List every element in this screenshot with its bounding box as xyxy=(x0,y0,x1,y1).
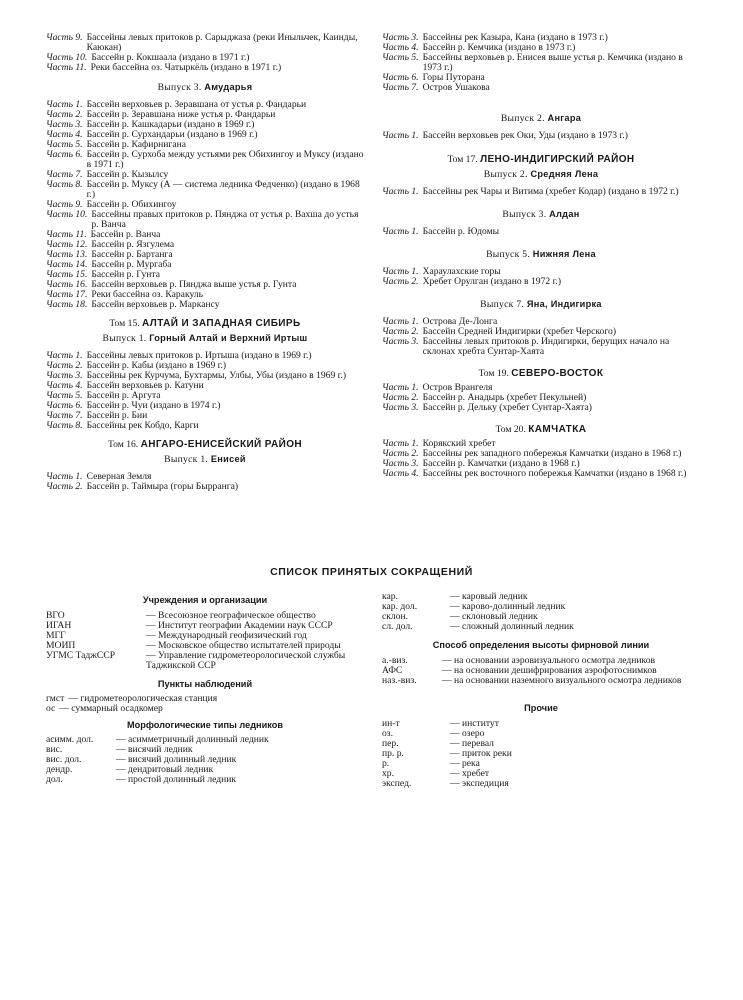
part-text: Бассейн р. Зеравшана ниже устья р. Фандарьи xyxy=(86,109,276,120)
abbr-list xyxy=(46,694,364,714)
abbreviation-definition: — приток реки xyxy=(450,748,512,759)
subheading: Морфологические типы ледников xyxy=(126,720,283,730)
abbreviation-definition: — Институт географии Академии наук СССР xyxy=(146,620,333,631)
part-label: Часть 3. xyxy=(46,370,83,381)
part-text: Бассейны верховьев р. Енисея выше устья р. Кемчика (издано в 1973 г.) xyxy=(422,52,683,73)
abbreviation-key: МГГ xyxy=(46,630,66,641)
abbreviation-row xyxy=(382,729,700,739)
part-label: Часть 2. xyxy=(46,360,83,371)
section-heading: Выпуск 1. Енисей xyxy=(164,454,246,465)
part-text: Бассейн р. Кашкадарьи (издано в 1969 г.) xyxy=(86,119,255,130)
part-entry xyxy=(46,63,364,73)
abbreviation-definition: — хребет xyxy=(450,768,490,779)
part-label: Часть 1. xyxy=(382,186,419,197)
abbreviation-definition: — на основании дешифрирования аэрофотоснимков xyxy=(442,665,657,676)
part-entry xyxy=(382,131,700,141)
part-text: Остров Ушакова xyxy=(422,82,490,93)
part-label: Часть 1. xyxy=(46,99,83,110)
abbreviation-definition: — Московское общество испытателей природы xyxy=(146,640,341,651)
part-text: Бассейны рек западного побережья Камчатки (издано в 1968 г.) xyxy=(422,448,682,459)
part-entry xyxy=(46,300,364,310)
part-entry xyxy=(382,227,700,237)
abbreviation-key: пр. р. xyxy=(382,748,404,759)
abbreviation-key: ос xyxy=(46,703,56,714)
part-label: Часть 1. xyxy=(382,226,419,237)
part-label: Часть 1. xyxy=(382,382,419,393)
part-text: Бассейн р. Обихингоу xyxy=(86,199,177,210)
part-text: Горы Путорана xyxy=(422,72,485,83)
part-text: Реки бассейна оз. Чатыркёль (издано в 1971 г.) xyxy=(90,62,282,73)
abbr-list xyxy=(382,592,700,632)
abbreviation-row xyxy=(382,769,700,779)
part-text: Бассейн р. Анадырь (хребет Пекульней) xyxy=(422,392,587,403)
part-text: Бассейн р. Мургаба xyxy=(91,259,172,270)
part-label: Часть 10. xyxy=(46,209,88,220)
subheading: Учреждения и организации xyxy=(142,595,268,605)
part-label: Часть 4. xyxy=(382,42,419,53)
part-text: Бассейн верховьев р. Зеравшана от устья р. Фандарьи xyxy=(86,99,307,110)
volume-heading: Том 19. СЕВЕРО-ВОСТОК xyxy=(478,368,604,379)
part-text: Бассейн р. Камчатки (издано в 1968 г.) xyxy=(422,458,580,469)
part-label: Часть 5. xyxy=(46,390,83,401)
parts-list xyxy=(382,187,700,197)
abbreviation-key: наз.-виз. xyxy=(382,675,417,686)
part-text: Бассейн верховьев р. Маркансу xyxy=(91,299,220,310)
abbreviation-key: ин-т xyxy=(382,718,400,729)
part-label: Часть 11. xyxy=(46,229,87,240)
abbreviation-definition: — институт xyxy=(450,718,499,729)
part-text: Бассейн р. Муксу (А — система ледника Федченко) (издано в 1968 г.) xyxy=(86,179,360,200)
part-text: Бассейны левых притоков р. Индигирки, берущих начало на склонах хребта Сунтар-Хаята xyxy=(422,336,670,357)
part-label: Часть 18. xyxy=(46,299,88,310)
part-label: Часть 9. xyxy=(46,199,83,210)
part-label: Часть 9. xyxy=(46,32,83,43)
parts-list xyxy=(382,131,700,141)
abbreviation-row xyxy=(382,602,700,612)
abbr-list xyxy=(46,735,364,785)
part-label: Часть 3. xyxy=(382,402,419,413)
part-label: Часть 2. xyxy=(382,392,419,403)
part-label: Часть 4. xyxy=(46,380,83,391)
abbr-list xyxy=(46,611,364,671)
abbreviation-key: а.-виз. xyxy=(382,655,408,666)
part-entry xyxy=(46,33,364,53)
part-label: Часть 2. xyxy=(382,448,419,459)
part-label: Часть 7. xyxy=(46,169,83,180)
abbreviation-row xyxy=(46,704,364,714)
part-text: Бассейн р. Кокшаала (издано в 1971 г.) xyxy=(91,52,250,63)
abbreviation-key: вис. дол. xyxy=(46,754,82,765)
abbreviation-definition: — Управление гидрометеорологической службы Таджикской ССР xyxy=(146,650,346,671)
part-entry xyxy=(382,277,700,287)
part-text: Хараулахские горы xyxy=(422,266,501,277)
abbreviation-definition: — озеро xyxy=(450,728,485,739)
part-label: Часть 6. xyxy=(46,149,83,160)
abbreviation-key: асимм. дол. xyxy=(46,734,94,745)
volume-heading: Том 15. АЛТАЙ И ЗАПАДНАЯ СИБИРЬ xyxy=(109,318,301,329)
part-text: Реки бассейна оз. Каракуль xyxy=(91,289,204,300)
part-label: Часть 8. xyxy=(46,179,83,190)
part-entry xyxy=(46,210,364,230)
part-label: Часть 2. xyxy=(46,481,83,492)
abbreviation-definition: — сложный долинный ледник xyxy=(450,621,574,632)
part-text: Бассейн р. Кемчика (издано в 1973 г.) xyxy=(422,42,576,53)
part-label: Часть 4. xyxy=(46,129,83,140)
parts-list xyxy=(46,33,364,73)
part-label: Часть 11. xyxy=(46,62,87,73)
part-text: Остров Врангеля xyxy=(422,382,493,393)
parts-list xyxy=(382,33,700,93)
abbr-list xyxy=(382,656,700,686)
part-entry xyxy=(46,421,364,431)
part-text: Хребет Орулган (издано в 1972 г.) xyxy=(422,276,562,287)
abbreviation-definition: — суммарный осадкомер xyxy=(59,703,163,714)
part-text: Бассейн р. Кабы (издано в 1969 г.) xyxy=(86,360,227,371)
abbreviation-key: дол. xyxy=(46,774,63,785)
part-entry xyxy=(382,187,700,197)
part-label: Часть 16. xyxy=(46,279,88,290)
volume-heading: Том 20. КАМЧАТКА xyxy=(495,424,587,435)
part-text: Бассейн р. Ванча xyxy=(90,229,161,240)
part-entry xyxy=(46,482,364,492)
abbreviation-key: АФС xyxy=(382,665,403,676)
part-label: Часть 4. xyxy=(382,468,419,479)
part-text: Бассейн р. Бартанга xyxy=(91,249,173,260)
part-text: Бассейны правых притоков р. Пянджа от устья р. Вахша до устья р. Ванча xyxy=(91,209,359,230)
abbreviation-key: оз. xyxy=(382,728,393,739)
part-label: Часть 3. xyxy=(382,458,419,469)
abbreviation-definition: — висячий долинный ледник xyxy=(116,754,237,765)
right-column xyxy=(382,33,700,479)
abbreviation-key: экспед. xyxy=(382,778,412,789)
part-label: Часть 2. xyxy=(382,276,419,287)
abbreviation-row xyxy=(382,759,700,769)
part-entry xyxy=(382,83,700,93)
abbreviation-definition: — карово-долинный ледник xyxy=(450,601,566,612)
part-label: Часть 1. xyxy=(46,471,83,482)
part-text: Бассейн р. Кызылсу xyxy=(86,169,169,180)
section-heading: Выпуск 5. Нижняя Лена xyxy=(486,249,596,260)
subheading: Способ определения высоты фирновой линии xyxy=(432,640,650,650)
part-text: Бассейн верховьев р. Катуни xyxy=(86,380,204,391)
part-text: Острова Де-Лонга xyxy=(422,316,498,327)
part-text: Бассейны рек Кобдо, Карги xyxy=(86,420,199,431)
parts-list xyxy=(46,100,364,310)
section-heading: Выпуск 7. Яна, Индигирка xyxy=(480,299,602,310)
part-entry xyxy=(382,403,700,413)
part-text: Бассейн р. Аргута xyxy=(86,390,161,401)
part-label: Часть 7. xyxy=(382,82,419,93)
abbreviation-definition: — висячий ледник xyxy=(116,744,193,755)
abbreviation-key: дендр. xyxy=(46,764,73,775)
part-label: Часть 1. xyxy=(382,438,419,449)
part-text: Бассейны левых притоков р. Сарыджаза (реки Иныльчек, Каинды, Каюкан) xyxy=(86,32,358,53)
abbreviation-row xyxy=(382,676,700,686)
parts-list xyxy=(46,472,364,492)
subheading: Пункты наблюдений xyxy=(157,679,253,689)
left-column xyxy=(46,33,364,492)
volume-heading: Том 16. АНГАРО-ЕНИСЕЙСКИЙ РАЙОН xyxy=(107,439,302,450)
part-text: Бассейн р. Чуи (издано в 1974 г.) xyxy=(86,400,221,411)
part-label: Часть 15. xyxy=(46,269,88,280)
abbreviation-key: р. xyxy=(382,758,390,769)
part-label: Часть 6. xyxy=(382,72,419,83)
abbreviation-row xyxy=(46,775,364,785)
abbreviation-definition: — гидрометеорологическая станция xyxy=(68,693,218,704)
abbreviation-key: склон. xyxy=(382,611,409,622)
abbreviation-key: кар. дол. xyxy=(382,601,418,612)
part-entry xyxy=(382,469,700,479)
part-text: Бассейн верховьев р. Пянджа выше устья р. Гунта xyxy=(91,279,297,290)
part-label: Часть 3. xyxy=(46,119,83,130)
part-text: Бассейн р. Юдомы xyxy=(422,226,500,237)
subheading: Прочие xyxy=(524,703,558,713)
part-label: Часть 13. xyxy=(46,249,88,260)
part-text: Бассейны рек восточного побережья Камчатки (издано в 1968 г.) xyxy=(422,468,687,479)
abbreviation-row xyxy=(382,622,700,632)
part-label: Часть 1. xyxy=(382,130,419,141)
part-text: Бассейны рек Чары и Витима (хребет Кодар) (издано в 1972 г.) xyxy=(422,186,679,197)
abbreviation-definition: — дендритовый ледник xyxy=(116,764,214,775)
part-label: Часть 5. xyxy=(382,52,419,63)
part-label: Часть 6. xyxy=(46,400,83,411)
part-label: Часть 17. xyxy=(46,289,88,300)
abbreviation-row xyxy=(382,779,700,789)
part-text: Бассейн р. Сурхоба между устьями рек Обихингоу и Муксу (издано в 1971 г.) xyxy=(86,149,364,170)
part-label: Часть 14. xyxy=(46,259,88,270)
part-text: Корякский хребет xyxy=(422,438,496,449)
section-heading: Выпуск 1. Горный Алтай и Верхний Иртыш xyxy=(102,333,308,344)
part-text: Бассейн р. Дельку (хребет Сунтар-Хаята) xyxy=(422,402,592,413)
part-text: Бассейн р. Язгулема xyxy=(91,239,175,250)
abbreviation-key: гмст xyxy=(46,693,65,704)
abbreviation-key: ИГАН xyxy=(46,620,72,631)
abbreviation-definition: — каровый ледник xyxy=(450,591,528,602)
abbreviation-key: ВГО xyxy=(46,610,65,621)
abbreviation-key: УГМС ТаджССР xyxy=(46,650,116,661)
section-heading: Выпуск 2. Средняя Лена xyxy=(483,169,599,180)
abbreviation-definition: — экспедиция xyxy=(450,778,509,789)
parts-list xyxy=(382,227,700,237)
abbreviation-key: хр. xyxy=(382,768,394,779)
part-label: Часть 1. xyxy=(46,350,83,361)
volume-heading: Том 17. ЛЕНО-ИНДИГИРСКИЙ РАЙОН xyxy=(447,154,635,165)
parts-list xyxy=(382,383,700,413)
abbreviation-definition: — склоновый ледник xyxy=(450,611,538,622)
abbreviation-row xyxy=(46,651,364,671)
abbreviation-key: пер. xyxy=(382,738,399,749)
abbreviation-row xyxy=(46,735,364,745)
abbreviations-title: СПИСОК ПРИНЯТЫХ СОКРАЩЕНИЙ xyxy=(270,566,473,578)
abbreviation-definition: — река xyxy=(450,758,480,769)
abbreviation-row xyxy=(382,719,700,729)
parts-list xyxy=(382,439,700,479)
abbreviation-key: сл. дол. xyxy=(382,621,413,632)
part-text: Бассейн р. Кафирнигана xyxy=(86,139,187,150)
parts-list xyxy=(46,351,364,431)
part-label: Часть 10. xyxy=(46,52,88,63)
abbreviation-key: вис. xyxy=(46,744,63,755)
parts-list xyxy=(382,267,700,287)
abbreviation-definition: — Международный геофизический год xyxy=(146,630,307,641)
part-label: Часть 7. xyxy=(46,410,83,421)
section-heading: Выпуск 3. Алдан xyxy=(502,209,580,220)
abbreviation-row xyxy=(382,739,700,749)
part-text: Бассейны рек Казыра, Кана (издано в 1973 г.) xyxy=(422,32,608,43)
part-text: Бассейн верховьев рек Оки, Уды (издано в 1973 г.) xyxy=(422,130,628,141)
abbreviation-definition: — Всесоюзное географическое общество xyxy=(146,610,316,621)
abbreviation-definition: — перевал xyxy=(450,738,494,749)
part-text: Бассейн р. Сурхандарьи (издано в 1969 г.) xyxy=(86,129,258,140)
part-label: Часть 2. xyxy=(382,326,419,337)
part-label: Часть 12. xyxy=(46,239,88,250)
part-text: Бассейн р. Гунта xyxy=(91,269,160,280)
parts-list xyxy=(382,317,700,357)
section-heading: Выпуск 2. Ангара xyxy=(500,113,582,124)
abbreviation-definition: — на основании наземного визуального осмотра ледников xyxy=(442,675,682,686)
part-entry xyxy=(46,180,364,200)
part-entry xyxy=(382,337,700,357)
abbreviation-key: МОИП xyxy=(46,640,76,651)
abbreviation-key: кар. xyxy=(382,591,398,602)
part-text: Бассейн р. Таймыра (горы Бырранга) xyxy=(86,481,239,492)
abbreviation-definition: — асимметричный долинный ледник xyxy=(116,734,269,745)
section-heading: Выпуск 3. Амударья xyxy=(157,82,253,93)
part-text: Бассейны левых притоков р. Иртыша (издано в 1969 г.) xyxy=(86,350,312,361)
part-text: Северная Земля xyxy=(86,471,152,482)
part-text: Бассейн Средней Индигирки (хребет Черского) xyxy=(422,326,617,337)
part-label: Часть 1. xyxy=(382,316,419,327)
part-label: Часть 2. xyxy=(46,109,83,120)
abbreviations-right xyxy=(382,592,700,789)
part-label: Часть 5. xyxy=(46,139,83,150)
part-label: Часть 8. xyxy=(46,420,83,431)
part-entry xyxy=(382,53,700,73)
part-label: Часть 3. xyxy=(382,336,419,347)
part-label: Часть 3. xyxy=(382,32,419,43)
abbreviation-definition: — простой долинный ледник xyxy=(116,774,237,785)
abbr-list xyxy=(382,719,700,789)
part-text: Бассейн р. Бии xyxy=(86,410,148,421)
part-entry xyxy=(46,150,364,170)
abbreviations-left xyxy=(46,592,364,785)
abbreviation-definition: — на основании аэровизуального осмотра ледников xyxy=(442,655,656,666)
part-label: Часть 1. xyxy=(382,266,419,277)
part-text: Бассейны рек Курчума, Бухтармы, Улбы, Убы (издано в 1969 г.) xyxy=(86,370,347,381)
abbreviation-row xyxy=(382,749,700,759)
